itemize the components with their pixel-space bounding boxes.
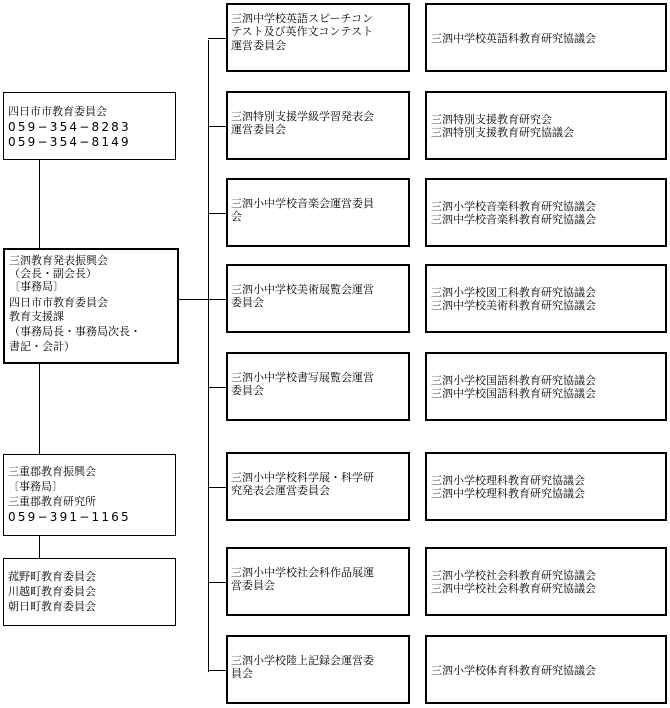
partner-org-name: 三泗小学校体育科教育研究協議会	[431, 664, 596, 677]
connector-main-to-miegun	[39, 364, 40, 454]
main-org-line-3: 〔事務局〕	[9, 280, 64, 293]
committee-box	[226, 178, 410, 247]
partner-box	[425, 264, 667, 333]
connector-committee-5	[208, 387, 226, 388]
partner-box	[425, 91, 667, 160]
committee-name: 三泗小学校陸上記録会運営委 員会	[231, 654, 374, 681]
city-board-box	[3, 92, 176, 160]
city-board-phone-2: 059−354−8149	[8, 135, 131, 149]
connector-committee-8	[208, 670, 226, 671]
trunk-line	[208, 40, 209, 672]
main-org-box	[3, 248, 179, 364]
connector-main-to-trunk	[179, 299, 208, 300]
committee-name: 三泗特別支援学級学習発表会 運営委員会	[231, 110, 374, 137]
connector-committee-4	[208, 299, 226, 300]
main-org-line-1: 三泗教育発表振興会	[9, 254, 108, 267]
committee-name: 三泗小中学校書写展覧会運営 委員会	[231, 371, 374, 398]
mie-gun-name: 三重郡教育振興会	[8, 465, 96, 478]
committee-box	[226, 264, 410, 333]
town-2: 川越町教育委員会	[8, 585, 96, 598]
main-org-line-2: （会長・副会長）	[9, 267, 97, 280]
connector-city-to-main	[39, 160, 40, 248]
partner-org-name: 三泗小学校音楽科教育研究協議会 三泗中学校音楽科教育研究協議会	[431, 200, 596, 227]
partner-box	[425, 635, 667, 704]
connector-committee-2	[208, 126, 226, 127]
city-board-phone-1: 059−354−8283	[8, 120, 131, 134]
partner-org-name: 三泗小学校理科教育研究協議会 三泗中学校理科教育研究協議会	[431, 474, 585, 501]
mie-gun-phone: 059−391−1165	[8, 510, 131, 524]
mie-gun-office: 〔事務局〕	[8, 480, 63, 493]
connector-miegun-to-towns	[39, 536, 40, 558]
committee-box	[226, 3, 410, 72]
connector-committee-1	[208, 38, 226, 39]
committee-box	[226, 635, 410, 704]
committee-box	[226, 452, 410, 521]
connector-committee-7	[208, 582, 226, 583]
town-1: 菰野町教育委員会	[8, 570, 96, 583]
city-board-name: 四日市市教育委員会	[8, 105, 107, 118]
connector-committee-3	[208, 213, 226, 214]
committee-name: 三泗小中学校社会科作品展運 営委員会	[231, 566, 374, 593]
partner-box	[425, 178, 667, 247]
main-org-line-5: 教育支援課	[9, 310, 64, 323]
mie-gun-institute: 三重郡教育研究所	[8, 495, 96, 508]
partner-box	[425, 352, 667, 421]
main-org-line-7: 書記・会計）	[9, 340, 75, 353]
partner-org-name: 三泗小学校図工科教育研究協議会 三泗中学校美術科教育研究協議会	[431, 286, 596, 313]
towns-box	[3, 558, 176, 626]
partner-org-name: 三泗小学校国語科教育研究協議会 三泗中学校国語科教育研究協議会	[431, 374, 596, 401]
main-org-line-6: （事務局長・事務局次長・	[9, 325, 141, 338]
partner-box	[425, 547, 667, 616]
partner-org-name: 三泗中学校英語科教育研究協議会	[431, 32, 596, 45]
main-org-line-4: 四日市市教育委員会	[9, 296, 108, 309]
committee-box	[226, 91, 410, 160]
committee-name: 三泗中学校英語スピーチコン テスト及び英作文コンテスト 運営委員会	[231, 12, 374, 52]
mie-gun-box	[3, 454, 176, 536]
partner-org-name: 三泗小学校社会科教育研究協議会 三泗中学校社会科教育研究協議会	[431, 569, 596, 596]
committee-name: 三泗小中学校科学展・科学研 究発表会運営委員会	[231, 471, 374, 498]
committee-box	[226, 352, 410, 421]
committee-name: 三泗小中学校美術展覧会運営 委員会	[231, 283, 374, 310]
partner-org-name: 三泗特別支援教育研究会 三泗特別支援教育研究協議会	[431, 113, 574, 140]
committee-box	[226, 547, 410, 616]
partner-box	[425, 3, 667, 72]
town-3: 朝日町教育委員会	[8, 600, 96, 613]
committee-name: 三泗小中学校音楽会運営委員 会	[231, 197, 374, 224]
connector-committee-6	[208, 487, 226, 488]
partner-box	[425, 452, 667, 521]
